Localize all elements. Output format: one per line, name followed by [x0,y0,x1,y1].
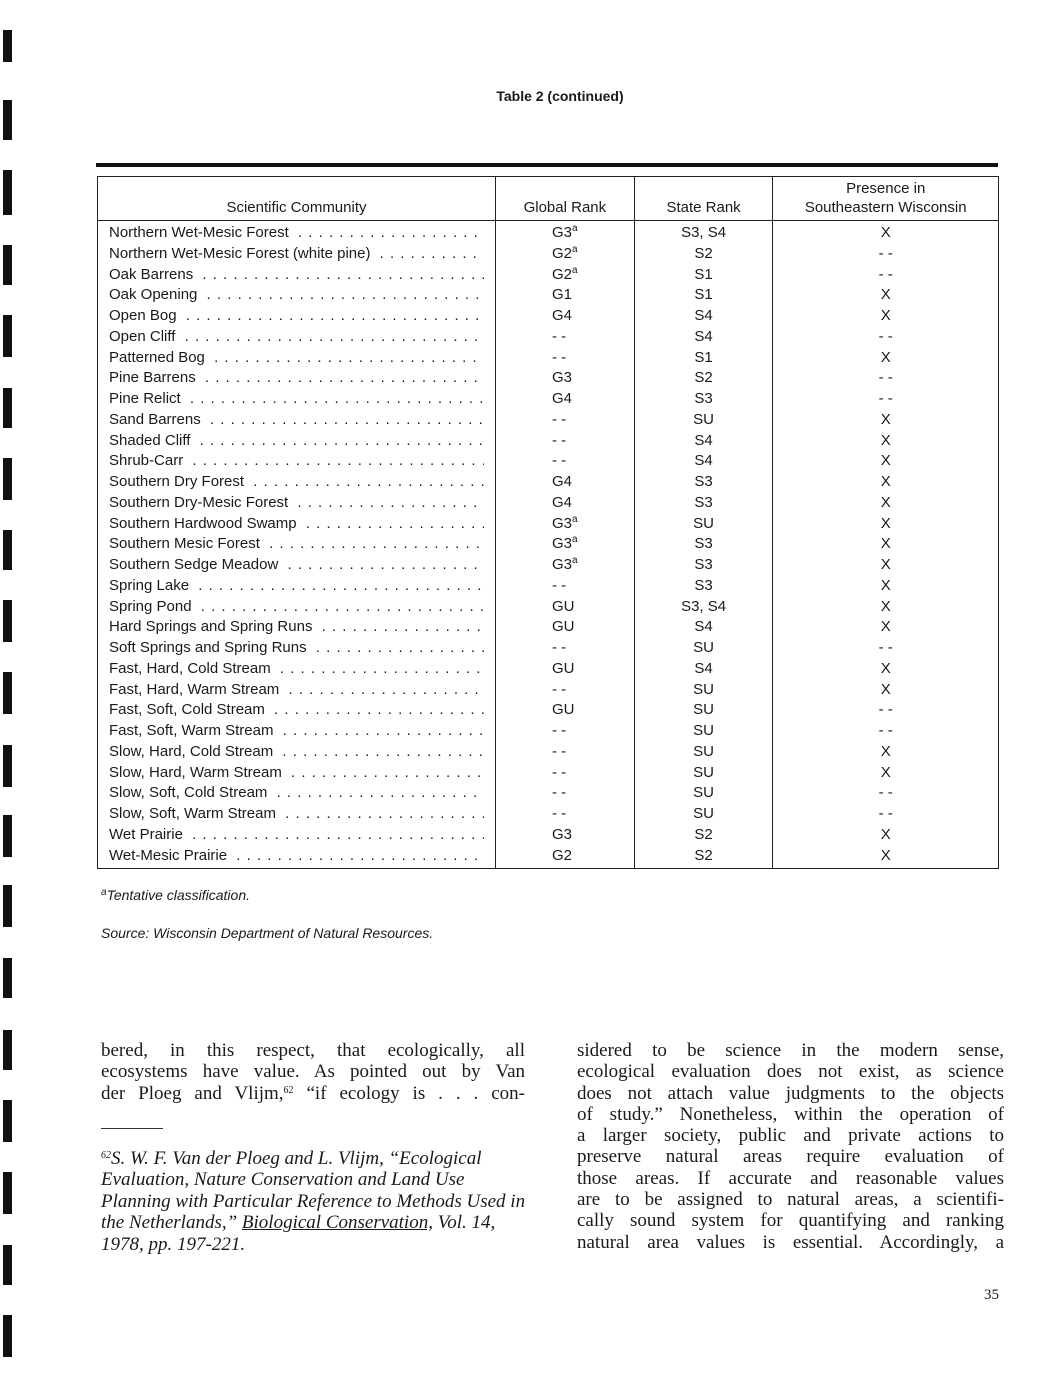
community-cell [98,410,496,431]
community-name: Shrub-Carr [109,452,187,469]
global-rank-cell [495,348,634,369]
body-column-left [101,1040,525,1104]
body-line: those areas. If accurate and reasonable values [577,1167,1004,1189]
presence-cell: - - [773,244,999,265]
community-name: Southern Mesic Forest [109,535,264,552]
state-rank-cell: S4 [634,451,773,472]
body-line: natural area values is essential. Accordingly, a [577,1231,1004,1253]
body-line: ecological evaluation does not exist, as science [577,1061,1004,1083]
global-rank-cell [495,804,634,825]
global-rank: GU [551,659,575,677]
global-rank-note: a [571,264,578,276]
global-rank-cell [495,451,634,472]
global-rank: G3 [551,535,572,553]
global-rank: G3 [551,825,572,843]
binding-mark [3,1315,12,1357]
table-row [98,846,999,869]
community-cell [98,700,496,721]
community-cell [98,846,496,869]
community-name: Open Cliff [109,328,179,345]
global-rank: G1 [551,286,572,304]
table-row [98,327,999,348]
global-rank-cell [495,306,634,327]
table-row [98,306,999,327]
binding-mark [3,672,12,714]
community-name: Wet Prairie [109,826,187,843]
binding-mark [3,100,12,140]
community-name: Southern Dry Forest [109,473,248,490]
community-cell [98,638,496,659]
community-cell [98,555,496,576]
community-name: Fast, Soft, Warm Stream [109,722,277,739]
body-line: a larger society, public and private actions to [577,1125,1004,1147]
global-rank-cell [495,244,634,265]
footnote-marker: a [101,887,107,898]
community-name: Patterned Bog [109,349,209,366]
global-rank-cell [495,742,634,763]
binding-mark [3,530,12,570]
state-rank-cell: S1 [634,285,773,306]
global-rank-cell [495,783,634,804]
presence-cell: X [773,680,999,701]
global-rank: - - [551,327,567,345]
community-cell [98,431,496,452]
global-rank: - - [551,742,567,760]
community-cell [98,306,496,327]
binding-mark [3,30,12,62]
table-row [98,410,999,431]
global-rank-cell [495,721,634,742]
state-rank-cell: S3 [634,389,773,410]
community-cell [98,493,496,514]
state-rank-cell: S4 [634,431,773,452]
state-rank-cell: SU [634,638,773,659]
presence-cell: - - [773,721,999,742]
table-row [98,597,999,618]
state-rank-cell: S2 [634,846,773,869]
global-rank: - - [551,348,567,366]
footnote-divider [101,1128,163,1129]
global-rank-note: a [571,555,578,566]
presence-cell: X [773,285,999,306]
community-name: Open Bog [109,307,181,324]
presence-cell: X [773,555,999,576]
table-row [98,700,999,721]
presence-cell: X [773,846,999,869]
table-row [98,763,999,784]
state-rank-cell: SU [634,410,773,431]
global-rank: G2 [551,244,572,262]
community-name: Southern Sedge Meadow [109,556,282,573]
global-rank-cell [495,472,634,493]
binding-mark [3,1245,12,1285]
presence-cell: X [773,431,999,452]
community-cell [98,244,496,265]
body-line: sidered to be science in the modern sense, [577,1040,1004,1061]
table-row [98,472,999,493]
state-rank-cell: SU [634,804,773,825]
global-rank: G4 [551,493,572,511]
state-rank-cell: S3, S4 [634,597,773,618]
community-cell [98,617,496,638]
state-rank-cell: S2 [634,368,773,389]
global-rank: - - [551,722,567,739]
table-title: Table 2 (continued) [496,88,624,104]
community-name: Wet-Mesic Prairie [109,847,231,864]
presence-cell: X [773,742,999,763]
global-rank-cell [495,638,634,659]
presence-cell: - - [773,368,999,389]
table-row [98,638,999,659]
table-row [98,804,999,825]
community-name: Spring Lake [109,577,193,594]
presence-cell: X [773,825,999,846]
global-rank: - - [551,639,567,656]
table-body [98,221,999,869]
community-cell [98,265,496,286]
global-rank-cell [495,327,634,348]
binding-mark [3,745,12,787]
community-cell [98,472,496,493]
global-rank-note: a [571,243,578,255]
community-name: Southern Hardwood Swamp [109,515,301,532]
community-cell [98,534,496,555]
community-cell [98,721,496,742]
presence-cell: X [773,597,999,618]
binding-mark [3,1100,12,1142]
binding-mark [3,885,12,927]
global-rank: G3 [551,224,572,241]
community-name: Slow, Hard, Warm Stream [109,764,286,781]
footnote-62-marker: 62 [101,1150,111,1161]
community-name: Fast, Soft, Cold Stream [109,701,269,718]
community-name: Slow, Soft, Warm Stream [109,805,280,822]
community-cell [98,680,496,701]
community-cell [98,285,496,306]
global-rank-cell [495,680,634,701]
community-cell [98,783,496,804]
state-rank-cell: S4 [634,306,773,327]
table-row [98,534,999,555]
binding-mark [3,458,12,500]
header-presence [773,177,999,221]
community-name: Northern Wet-Mesic Forest [109,224,293,241]
global-rank-cell [495,825,634,846]
presence-cell: - - [773,265,999,286]
community-cell [98,576,496,597]
presence-cell: - - [773,638,999,659]
body-text: der Ploeg and Vlijm, [101,1082,284,1104]
global-rank: GU [551,701,575,719]
presence-cell: - - [773,389,999,410]
community-name: Hard Springs and Spring Runs [109,618,316,635]
state-rank-cell: S3, S4 [634,221,773,244]
presence-cell: X [773,306,999,327]
community-cell [98,742,496,763]
state-rank-cell: S4 [634,659,773,680]
global-rank-note: a [571,513,578,525]
global-rank-cell [495,493,634,514]
global-rank: G4 [551,390,572,407]
table-row [98,617,999,638]
community-cell [98,348,496,369]
community-name: Slow, Soft, Cold Stream [109,784,271,801]
binding-mark [3,1172,12,1214]
global-rank-cell [495,285,634,306]
state-rank-cell: S4 [634,617,773,638]
presence-cell: X [773,348,999,369]
community-name: Pine Barrens [109,369,200,386]
footnote-tentative [101,887,250,903]
table-row [98,742,999,763]
body-line-with-ref [101,1083,525,1104]
community-cell [98,763,496,784]
global-rank: GU [551,597,575,615]
global-rank: - - [551,805,567,822]
presence-cell: - - [773,804,999,825]
community-cell [98,368,496,389]
presence-cell: - - [773,327,999,348]
community-name: Northern Wet-Mesic Forest (white pine) [109,245,374,262]
state-rank-cell: SU [634,700,773,721]
presence-cell: X [773,493,999,514]
header-presence-line2: Southeastern Wisconsin [804,199,967,216]
global-rank: G2 [551,846,572,864]
table-row [98,783,999,804]
header-scientific-community: Scientific Community [98,177,496,221]
presence-cell: X [773,451,999,472]
source-note: Source: Wisconsin Department of Natural Resources. [101,925,434,941]
global-rank: G3 [551,514,572,532]
table-row [98,431,999,452]
global-rank: GU [551,618,575,636]
community-name: Pine Relict [109,390,185,407]
presence-cell: - - [773,783,999,804]
community-cell [98,327,496,348]
global-rank-cell [495,431,634,452]
state-rank-cell: SU [634,514,773,535]
page-number: 35 [984,1287,999,1303]
presence-cell: X [773,617,999,638]
global-rank: G4 [551,473,572,490]
global-rank-cell [495,659,634,680]
community-cell [98,659,496,680]
header-global-rank: Global Rank [495,177,634,221]
state-rank-cell: SU [634,680,773,701]
global-rank-cell [495,368,634,389]
global-rank-cell [495,221,634,244]
state-rank-cell: S3 [634,472,773,493]
state-rank-cell: S2 [634,244,773,265]
state-rank-cell: S3 [634,576,773,597]
body-text: “if ecology is . . . con- [293,1082,525,1104]
table-header-row [98,177,999,221]
global-rank: - - [551,763,567,781]
presence-cell: X [773,410,999,431]
body-line: bered, in this respect, that ecologically, all [101,1040,525,1061]
table-row [98,514,999,535]
footnote-62-journal: Biological Conservation, [241,1212,433,1234]
global-rank-cell [495,576,634,597]
state-rank-cell: S3 [634,493,773,514]
table-row [98,368,999,389]
binding-mark [3,958,12,998]
state-rank-cell: SU [634,783,773,804]
table-row [98,680,999,701]
global-rank: G2 [551,265,572,283]
community-name: Spring Pond [109,598,196,615]
global-rank-cell [495,597,634,618]
community-name: Slow, Hard, Cold Stream [109,743,277,760]
table-top-rule [96,163,998,167]
table-row [98,493,999,514]
presence-cell: X [773,763,999,784]
footnote-text: Tentative classification. [106,887,251,903]
community-cell [98,804,496,825]
community-name: Fast, Hard, Warm Stream [109,681,283,698]
state-rank-cell: S2 [634,825,773,846]
community-cell [98,389,496,410]
state-rank-cell: SU [634,763,773,784]
state-rank-cell: S4 [634,327,773,348]
table-row [98,285,999,306]
state-rank-cell: S1 [634,348,773,369]
table-row [98,451,999,472]
binding-mark [3,600,12,642]
binding-mark [3,1030,12,1070]
global-rank: G3 [551,369,572,387]
global-rank-cell [495,389,634,410]
community-cell [98,451,496,472]
global-rank-cell [495,763,634,784]
footnote-62-citation: Vol. 14, 1978, pp. 197-221. [101,1212,496,1255]
global-rank-cell [495,617,634,638]
community-name: Soft Springs and Spring Runs [109,639,311,656]
header-state-rank: State Rank [634,177,773,221]
community-name: Oak Barrens [109,266,197,283]
body-column-right [577,1040,1004,1253]
global-rank-cell [495,514,634,535]
global-rank-cell [495,846,634,869]
state-rank-cell: S1 [634,265,773,286]
presence-cell: X [773,576,999,597]
body-line: of study.” Nonetheless, within the operation of [577,1103,1004,1125]
global-rank-cell [495,534,634,555]
global-rank: G4 [551,307,572,324]
binding-mark [3,815,12,857]
presence-cell: X [773,472,999,493]
global-rank: - - [551,680,567,698]
community-rank-table [97,176,999,869]
state-rank-cell: S3 [634,534,773,555]
presence-cell: X [773,514,999,535]
table-row [98,659,999,680]
presence-cell: X [773,659,999,680]
presence-cell: X [773,534,999,555]
table-row [98,389,999,410]
community-name: Oak Opening [109,286,201,303]
global-rank: - - [551,576,567,594]
global-rank-cell [495,700,634,721]
table-row [98,825,999,846]
body-line: preserve natural areas require evaluation of [577,1146,1004,1168]
community-name: Shaded Cliff [109,432,194,449]
community-name: Sand Barrens [109,411,205,428]
community-cell [98,514,496,535]
global-rank: G3 [551,556,572,573]
header-presence-line1: Presence in [846,180,926,197]
global-rank-cell [495,410,634,431]
state-rank-cell: SU [634,742,773,763]
presence-cell: - - [773,700,999,721]
table-row [98,555,999,576]
table-row [98,221,999,244]
binding-mark [3,170,12,215]
table-row [98,721,999,742]
binding-mark [3,388,12,428]
footnote-62-text: S. W. F. Van der Ploeg and L. Vlijm, “Ecological Evaluation, Nature Conservation and Land Use Planning with Particular Reference to Methods Used in the Netherlands,” [101,1148,526,1234]
community-name: Fast, Hard, Cold Stream [109,660,275,677]
community-name: Southern Dry-Mesic Forest [109,494,292,511]
body-line: ecosystems have value. As pointed out by Van [101,1061,525,1083]
footnote-ref: 62 [283,1084,294,1096]
table-row [98,244,999,265]
table-row [98,265,999,286]
body-line: cally sound system for quantifying and ranking [577,1210,1004,1232]
body-line: are to be assigned to natural areas, a scientifi- [577,1189,1004,1211]
community-cell [98,221,496,244]
global-rank: - - [551,452,567,470]
presence-cell: X [773,221,999,244]
global-rank-note: a [571,534,578,546]
binding-mark [3,315,12,357]
state-rank-cell: S3 [634,555,773,576]
footnote-62 [101,1148,529,1255]
state-rank-cell: SU [634,721,773,742]
body-line: does not attach value judgments to the objects [577,1082,1004,1104]
global-rank-cell [495,555,634,576]
global-rank: - - [551,431,567,449]
binding-mark [3,245,12,285]
global-rank-note: a [571,223,578,234]
global-rank: - - [551,784,567,802]
global-rank: - - [551,410,567,428]
table-row [98,576,999,597]
table-row [98,348,999,369]
community-cell [98,597,496,618]
community-cell [98,825,496,846]
global-rank-cell [495,265,634,286]
